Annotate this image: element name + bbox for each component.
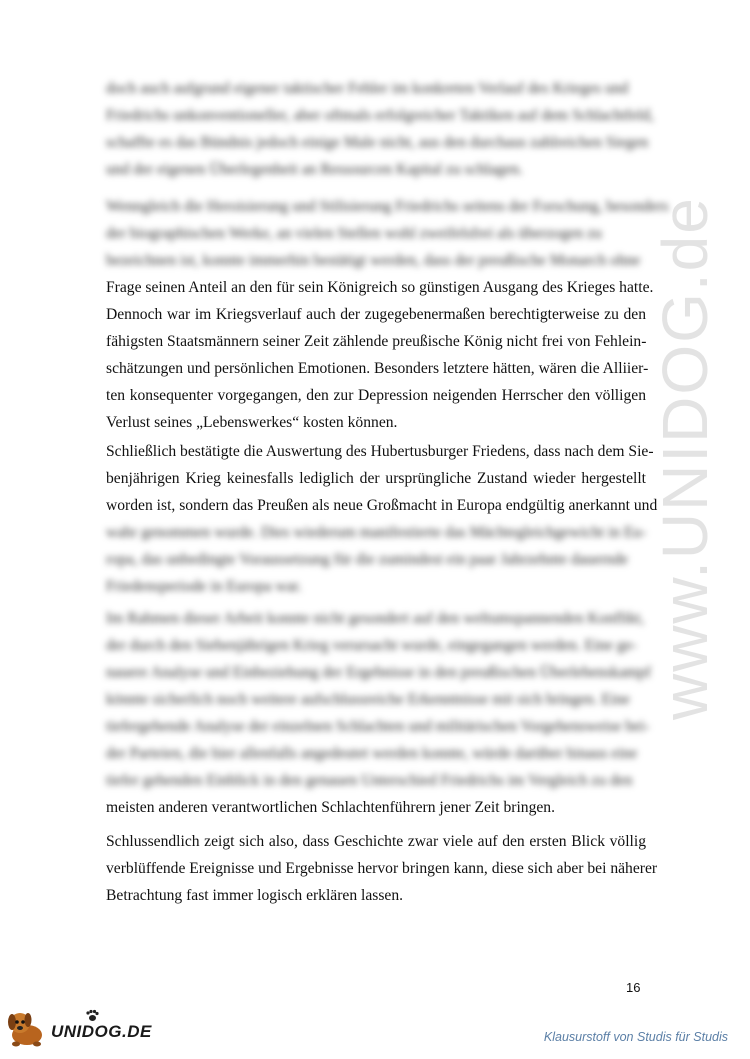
text-line: Frage seinen Anteil an den für sein Königreich so günstigen Ausgang des Krieges hatte. <box>106 279 654 296</box>
text-line: Schlussendlich zeigt sich also, dass Geschichte zwar viele auf den ersten Blick völlig <box>106 833 646 850</box>
text-line: der Parteien, die hier allenfalls angedeutet werden konnte, würde darüber hinaus eine <box>106 745 638 762</box>
paragraph-4 <box>106 605 651 821</box>
text-line: schätzungen und persönlichen Emotionen. Besonders letztere hätten, wären die Alliier- <box>106 360 649 377</box>
text-line: Friedensperiode in Europa war. <box>106 578 302 595</box>
text-line: ten konsequenter vorgegangen, den zur Depression neigenden Herrscher den völligen <box>106 387 646 404</box>
text-line: könnte sicherlich noch weitere aufschlussreiche Erkenntnisse mit sich bringen. Eine <box>106 691 630 708</box>
watermark: www.UNIDOG.de <box>649 196 721 720</box>
text-line: meisten anderen verantwortlichen Schlachtenführern jener Zeit bringen. <box>106 799 555 816</box>
paragraph-2 <box>106 193 669 436</box>
dog-icon <box>3 1008 51 1048</box>
text-line: ropa, das unbedingte Voraussetzung für die zumindest ein paar Jahrzehnte dauernde <box>106 551 629 568</box>
paw-icon <box>85 1009 99 1023</box>
logo-text: UNIDOG.DE <box>51 1022 152 1041</box>
text-line: Betrachtung fast immer logisch erklären lassen. <box>106 887 404 904</box>
text-line: fähigsten Staatsmännern seiner Zeit zählende preußische König nicht frei von Fehlein- <box>106 333 647 350</box>
text-line: schaffte es das Bündnis jedoch einige Male nicht, aus den durchaus zahlreichen Siegen <box>106 134 649 151</box>
text-line: Schließlich bestätigte die Auswertung des Hubertusburger Friedens, dass nach dem Sie- <box>106 443 654 460</box>
text-line: der biographischen Werke, an vielen Stellen wohl zweifelsfrei als überzogen zu <box>106 225 602 242</box>
paragraph-3 <box>106 438 658 600</box>
text-line: nauere Analyse und Einbeziehung der Ergebnisse in den preußischen Überlebenskampf <box>106 664 651 681</box>
text-line: tiefer gehenden Einblick in den genauen Unterschied Friedrichs im Vergleich zu den <box>106 772 633 789</box>
text-line: tiefergehende Analyse der einzelnen Schlachten und militärischen Vorgehensweise bei- <box>106 718 650 735</box>
paragraph-1 <box>106 75 654 183</box>
text-line: Verlust seines „Lebenswerkes“ kosten können. <box>106 414 398 431</box>
text-line: Im Rahmen dieser Arbeit konnte nicht gesondert auf den weltumspannenden Konflikt, <box>106 610 645 627</box>
text-line: Wenngleich die Heroisierung und Stilisierung Friedrichs seitens der Forschung, besonders <box>106 198 669 215</box>
text-line: und der eigenen Überlegenheit an Ressourcen Kapital zu schlagen. <box>106 161 523 178</box>
unidog-logo <box>3 1008 173 1048</box>
page-number: 16 <box>626 980 641 995</box>
text-line: worden ist, sondern das Preußen als neue Großmacht in Europa endgültig anerkannt und <box>106 497 658 514</box>
text-line: benjährigen Krieg keinesfalls lediglich der ursprüngliche Zustand wieder hergestellt <box>106 470 646 487</box>
text-line: doch auch aufgrund eigener taktischer Fehler im konkreten Verlauf des Krieges und <box>106 80 629 97</box>
text-line: Friedrichs unkonventioneller, aber oftmals erfolgreicher Taktiken auf dem Schlachtfeld, <box>106 107 654 124</box>
text-line: bezeichnen ist, konnte immerhin bestätigt werden, dass der preußische Monarch ohne <box>106 252 641 269</box>
text-line: verblüffende Ereignisse und Ergebnisse hervor bringen kann, diese sich aber bei näherer <box>106 860 658 877</box>
footer-tagline: Klausurstoff von Studis für Studis <box>543 1030 728 1044</box>
text-line: der durch den Siebenjährigen Krieg verursacht wurde, eingegangen werden. Eine ge- <box>106 637 637 654</box>
paragraph-5 <box>106 828 658 909</box>
text-line: wahr genommen wurde. Dies wiederum manifestierte das Mächtegleichgewicht in Eu- <box>106 524 647 541</box>
text-line: Dennoch war im Kriegsverlauf auch der zugegebenermaßen berechtigterweise zu den <box>106 306 646 323</box>
